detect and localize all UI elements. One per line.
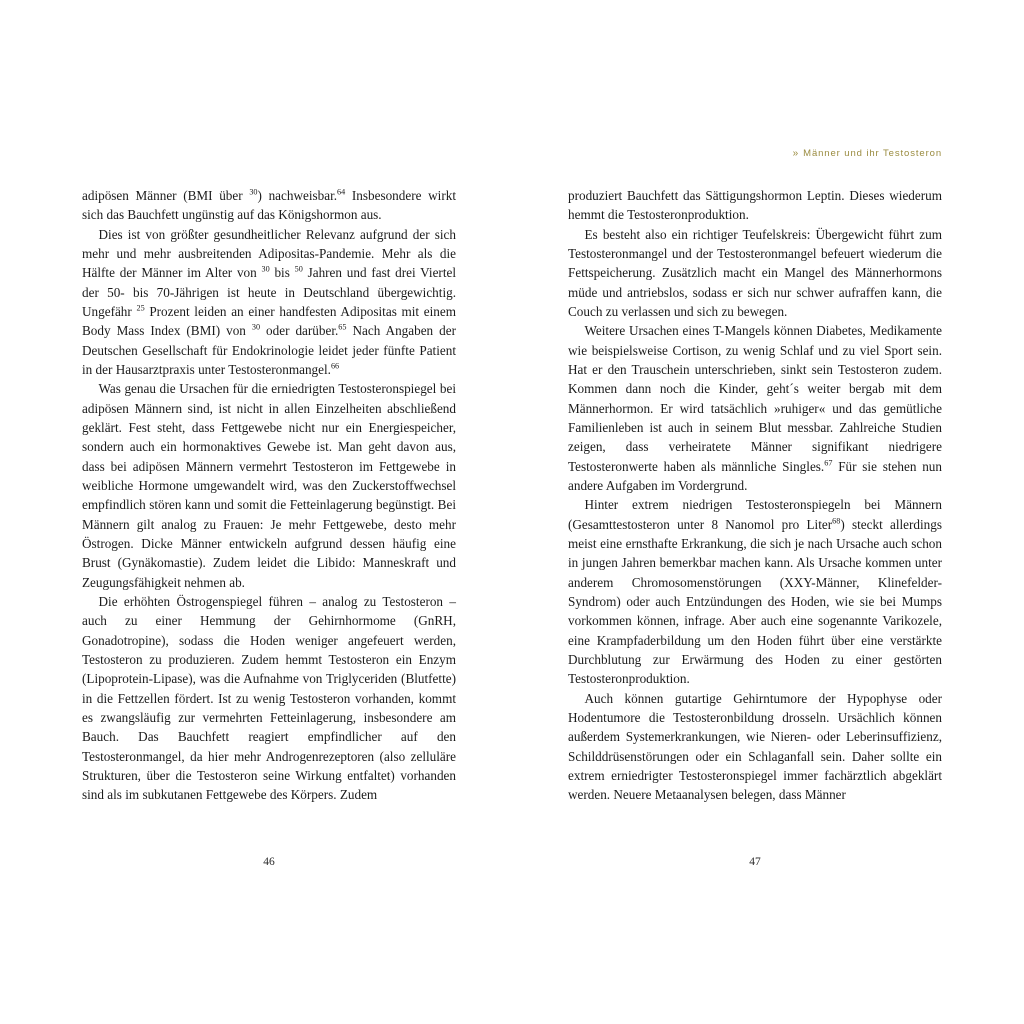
paragraph: Die erhöhten Östrogenspiegel führen – analog zu Testosteron – auch zu einer Hemmung der Gehirnhormome (GnRH, Gonadotropine), sodass die Hoden weniger angefeuert werden, Testosteron zu produzieren. Zudem hemmt Testosteron ein Enzym (Lipoprotein-Lipase), was die Aufnahme von Triglyceriden (Blutfette) in die Fettzellen fördert. Ist zu wenig Testosteron vorhanden, kommt es zwangsläufig zur vermehrten Fetteinlagerung, insbesondere am Bauch. Das Bauchfett reagiert empfindlicher auf den Testosteronmangel, da hier mehr Androgenrezeptoren (also zelluläre Strukturen, über die Testosteron seine Wirkung entfaltet) vorhanden sind als im subkutanen Fettgewebe des Körpers. Zudem — [82, 593, 456, 803]
running-head-marker: » — [792, 148, 800, 159]
left-page-text-column — [82, 186, 456, 805]
paragraph: Es besteht also ein richtiger Teufelskreis: Übergewicht führt zum Testosteronmangel und der Testosteronmangel befeuert wiederum die Fettspeicherung. Zusätzlich macht ein Mangel des Männerhormons müde und antriebslos, sodass er sich nur schwer aufraffen kann, die Couch zu verlassen und sich zu bewegen. — [568, 226, 942, 319]
paragraph: Weitere Ursachen eines T-Mangels können Diabetes, Medikamente wie beispielsweise Cortison, zu wenig Schlaf und zu viel Sport sein. Hat er den Trauschein unterschrieben, sinkt sein Testosteron zudem. Kommen dann noch die Kinder, geht´s weiter bergab mit dem Männerhormon. Er wird tatsächlich »ruhiger« und das gemütliche Familienleben ist auch in seinem Blut messbar. Zahlreiche Studien zeigen, dass verheiratete Männer signifikant niedrigere Testosteronwerte haben als männliche Singles.$^{67}$ Für sie stehen nun andere Aufgaben im Vordergrund. — [568, 323, 942, 493]
paragraph: Was genau die Ursachen für die erniedrigten Testosteronspiegel bei adipösen Männern sind, ist nicht in allen Einzelheiten abschließend geklärt. Fest steht, dass Fettgewebe nicht nur ein Energiespeicher, sondern auch ein hormonaktives Gewebe ist. Man geht davon aus, dass bei adipösen Männern vermehrt Testosteron im Fettgewebe in weibliche Hormone umgewandelt wird, was den Zuckerstoffwechsel empfindlich stören kann und somit die Fetteinlagerung begünstigt. Bei Männern gilt analog zu Frauen: Je mehr Fettgewebe, desto mehr Östrogen. Dicke Männer entwickeln aufgrund dessen häufig eine Brust (Gynäkomastie). Zudem leidet die Libido: Manneskraft und Zeugungsfähigkeit nehmen ab. — [82, 381, 456, 590]
paragraph: Hinter extrem niedrigen Testosteronspiegeln bei Männern (Gesamttestosteron unter 8 Nanomol pro Liter$^{68}$) steckt allerdings meist eine ernsthafte Erkrankung, die sich je nach Ursache auch schon in jungen Jahren bemerkbar machen kann. Als Ursache kommen unter anderem Chromosomenstörungen (XXY-Männer, Klinefelder-Syndrom) oder auch Entzündungen des Hoden, wie sie bei Mumps vorkommen können, infrage. Aber auch eine sogenannte Varikozele, eine Krampfaderbildung um den Hoden führt über eine verstärkte Durchblutung zur Erwärmung des Hoden zu einer gestörten Testosteronproduktion. — [568, 497, 943, 687]
paragraph: adipösen Männer (BMI über $^{30}$) nachweisbar.$^{64}$ Insbesondere wirkt sich das Bauchfett ungünstig auf das Königshormon aus. — [82, 187, 456, 223]
paragraph: Auch können gutartige Gehirntumore der Hypophyse oder Hodentumore die Testosteronbildung drosseln. Ursächlich können außerdem Systemerkrankungen, wie Nieren- oder Leberinsuffizienz, Schilddrüsenstörungen oder ein Schlaganfall sein. Daher sollte ein extrem erniedrigter Testosteronspiegel immer fachärztlich abgeklärt werden. Neuere Metaanalysen belegen, dass Männer — [568, 690, 942, 803]
running-head — [793, 148, 942, 159]
right-page-text-column — [568, 186, 942, 805]
paragraph: produziert Bauchfett das Sättigungshormon Leptin. Dieses wiederum hemmt die Testosteronproduktion. — [568, 188, 942, 223]
page-number-left: 46 — [263, 856, 275, 868]
running-head-text: Männer und ihr Testosteron — [803, 148, 942, 159]
page-number-right: 47 — [749, 856, 761, 868]
paragraph: Dies ist von größter gesundheitlicher Relevanz aufgrund der sich mehr und mehr ausbreitenden Adipositas-Pandemie. Mehr als die Hälfte der Männer im Alter von $^{30}$ bis $^{50}$ Jahren und fast drei Viertel der 50- bis 70-Jährigen ist heute in Deutschland übergewichtig. Ungefähr $^{25}$ Prozent leiden an einer handfesten Adipositas mit einem Body Mass Index (BMI) von $^{30}$ oder darüber.$^{65}$ Nach Angaben der Deutschen Gesellschaft für Endokrinologie leidet jeder fünfte Patient in der Hausarztpraxis unter Testosteronmangel.$^{66}$ — [82, 226, 457, 377]
